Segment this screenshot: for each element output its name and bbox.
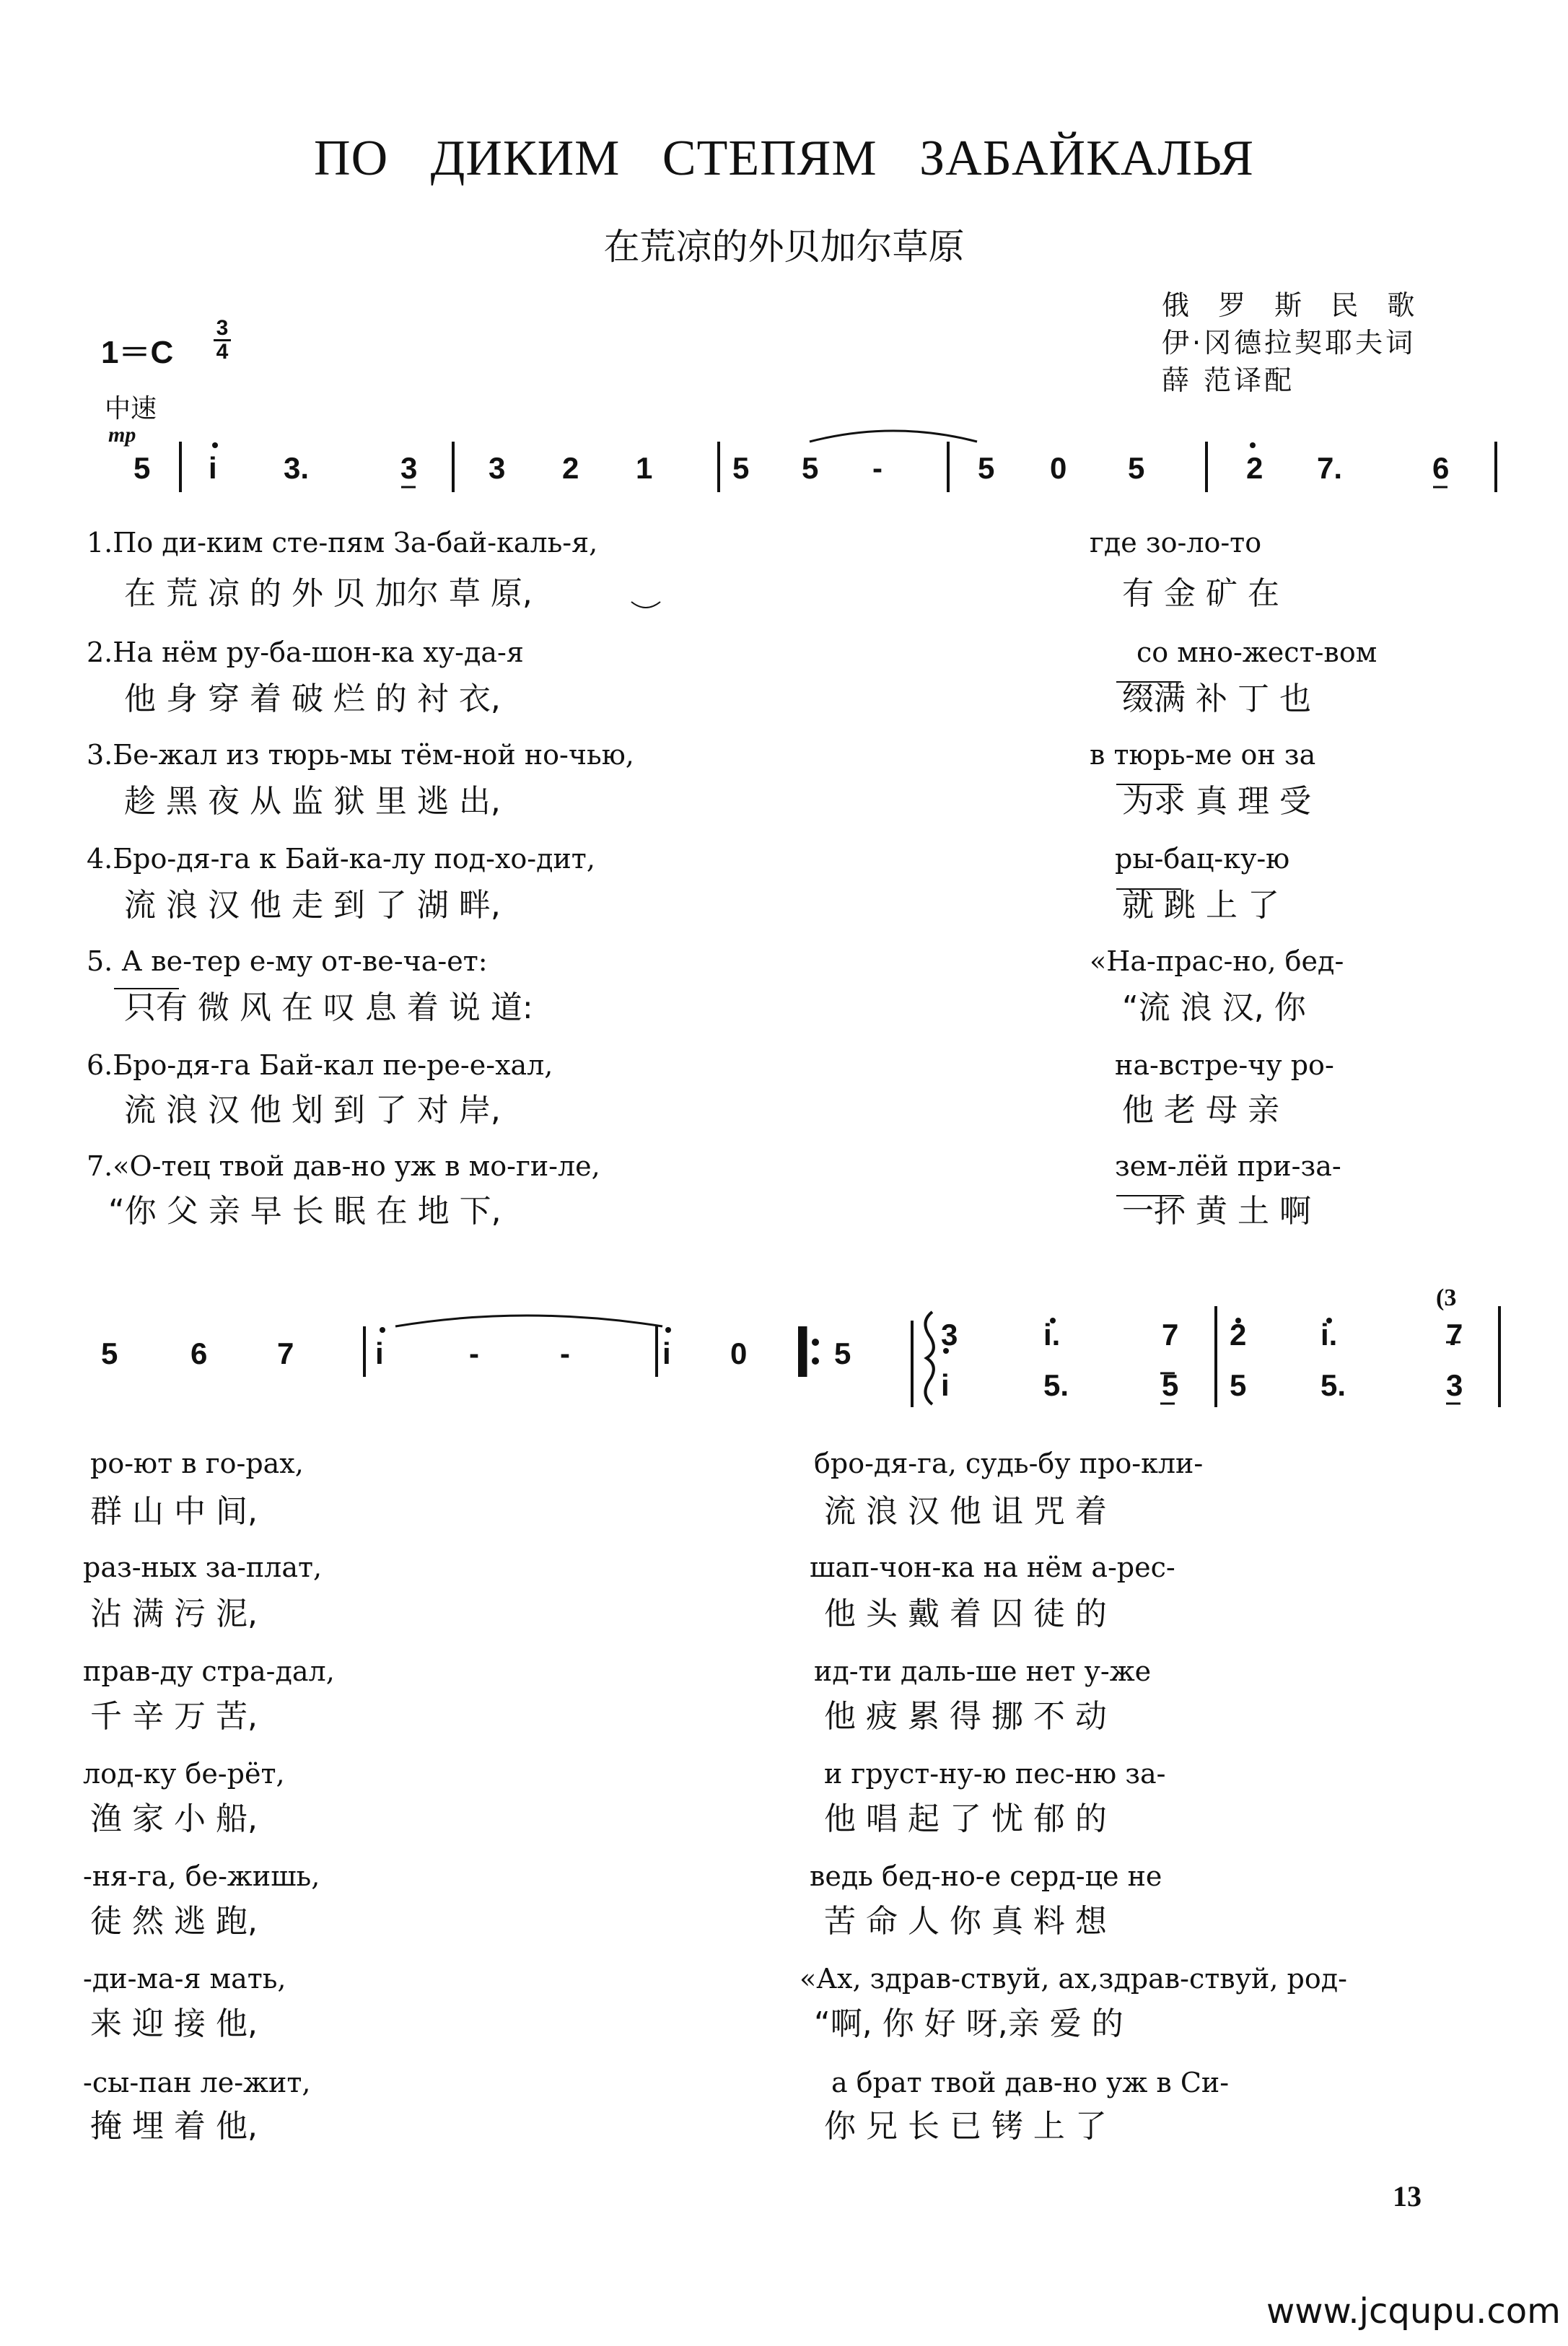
verse1-ru-b: где зо-ло-то bbox=[1090, 527, 1262, 559]
note: - bbox=[560, 1336, 570, 1370]
verse3-ru-a: 3.Бе-жал из тюрь-мы тём-ной но-чью, bbox=[87, 739, 634, 771]
verse2-zh-a: 他 身 穿 着 破 烂 的 衬 衣, bbox=[124, 680, 501, 717]
s2-verse5-zh-a: 徒 然 逃 跑, bbox=[90, 1903, 258, 1940]
s2-verse5-zh-b: 苦 命 人 你 真 料 想 bbox=[824, 1903, 1107, 1940]
note: 7 bbox=[1162, 1318, 1179, 1352]
s2-verse5-ru-a: -ня-га, бе-жишь, bbox=[83, 1860, 320, 1892]
verse4-zh-a: 流 浪 汉 他 走 到 了 湖 畔, bbox=[124, 887, 501, 924]
note: 6 bbox=[1432, 451, 1450, 485]
verse5-ru-a: 5. А ве-тер е-му от-ве-ча-ет: bbox=[87, 945, 488, 977]
note: 2 bbox=[1230, 1318, 1247, 1352]
dynamic-marking: mp bbox=[108, 423, 136, 447]
s2-verse2-ru-a: раз-ных за-плат, bbox=[83, 1551, 323, 1583]
note: 7. bbox=[1317, 451, 1343, 485]
s2-verse6-zh-a: 来 迎 接 他, bbox=[90, 2005, 258, 2042]
note: 7 bbox=[1446, 1318, 1463, 1352]
note: 6 bbox=[190, 1336, 208, 1370]
note: 2 bbox=[562, 451, 579, 485]
verse7-zh-b: 一抔 黄 土 啊 bbox=[1122, 1193, 1311, 1230]
verse5-ru-b: «На-прас-но, бед- bbox=[1090, 945, 1344, 977]
s2-verse7-ru-a: -сы-пан ле-жит, bbox=[83, 2067, 311, 2098]
s2-verse3-zh-b: 他 疲 累 得 挪 不 动 bbox=[824, 1698, 1107, 1735]
s2-verse3-zh-a: 千 辛 万 苦, bbox=[90, 1698, 258, 1735]
verse2-ru-a: 2.На нём ру-ба-шон-ка ху-да-я bbox=[87, 636, 524, 668]
note: 5. bbox=[1043, 1368, 1069, 1402]
s2-verse7-ru-b: а брат твой дав-но уж в Си- bbox=[831, 2067, 1230, 2098]
s2-verse1-ru-b: бро-дя-га, судь-бу про-кли- bbox=[814, 1448, 1204, 1479]
note: 3. bbox=[284, 451, 310, 485]
note: i bbox=[209, 451, 217, 485]
s2-verse3-ru-a: прав-ду стра-дал, bbox=[83, 1655, 335, 1687]
verse6-zh-a: 流 浪 汉 他 划 到 了 对 岸, bbox=[124, 1092, 501, 1129]
credit-origin: 俄 罗 斯 民 歌 bbox=[1162, 289, 1425, 321]
bracket-annotation: (3 bbox=[1436, 1284, 1457, 1311]
verse6-zh-b: 他 老 母 亲 bbox=[1122, 1092, 1279, 1129]
verse7-zh-a: “你 父 亲 早 长 眠 在 地 下, bbox=[108, 1193, 502, 1230]
verse5-zh-a: 只有 微 风 在 叹 息 着 说 道: bbox=[124, 989, 533, 1026]
credit-lyricist: 伊·冈德拉契耶夫词 bbox=[1162, 327, 1416, 359]
credit-translator: 薛 范译配 bbox=[1162, 364, 1295, 396]
verse7-ru-b: зем-лёй при-за- bbox=[1115, 1150, 1341, 1182]
s2-verse4-zh-a: 渔 家 小 船, bbox=[90, 1800, 258, 1837]
verse3-ru-b: в тюрь-ме он за bbox=[1090, 739, 1316, 771]
s2-verse5-ru-b: ведь бед-но-е серд-це не bbox=[810, 1860, 1162, 1892]
verse1-zh-b: 有 金 矿 在 bbox=[1122, 575, 1279, 612]
note: 0 bbox=[1050, 451, 1067, 485]
time-signature-top: 3 bbox=[216, 316, 229, 340]
verse1-ru-a: 1.По ди-ким сте-пям За-бай-каль-я, bbox=[87, 527, 598, 559]
s2-verse7-zh-b: 你 兄 长 已 铐 上 了 bbox=[824, 2108, 1107, 2145]
key-signature: 1＝C bbox=[101, 335, 174, 370]
s2-verse1-zh-b: 流 浪 汉 他 诅 咒 着 bbox=[824, 1493, 1107, 1530]
song-subtitle: 在荒凉的外贝加尔草原 bbox=[603, 226, 965, 268]
note: 3 bbox=[400, 451, 418, 485]
verse4-ru-a: 4.Бро-дя-га к Бай-ка-лу под-хо-дит, bbox=[87, 843, 595, 875]
note: 5 bbox=[834, 1336, 851, 1370]
verse2-zh-b: 缀满 补 丁 也 bbox=[1122, 680, 1311, 717]
note: 3 bbox=[1446, 1368, 1463, 1402]
note: 3 bbox=[941, 1318, 958, 1352]
verse6-ru-b: на-встре-чу ро- bbox=[1115, 1049, 1334, 1081]
s2-verse7-zh-a: 掩 埋 着 他, bbox=[90, 2108, 258, 2145]
note: i bbox=[375, 1336, 384, 1370]
s2-verse1-ru-a: ро-ют в го-рах, bbox=[90, 1448, 304, 1479]
s2-verse1-zh-a: 群 山 中 间, bbox=[90, 1493, 258, 1530]
song-title: ПО ДИКИМ СТЕПЯМ ЗАБАЙКАЛЬЯ bbox=[314, 131, 1254, 186]
verse1-zh-a: 在 荒 凉 的 外 贝 加尔 草 原, bbox=[124, 575, 533, 612]
note: 5 bbox=[732, 451, 750, 485]
note: 7 bbox=[277, 1336, 294, 1370]
note: 2 bbox=[1246, 451, 1263, 485]
note: 3 bbox=[489, 451, 506, 485]
s2-verse4-zh-b: 他 唱 起 了 忧 郁 的 bbox=[824, 1800, 1107, 1837]
time-signature-bottom: 4 bbox=[216, 340, 229, 364]
verse2-ru-b: со мно-жест-вом bbox=[1136, 636, 1378, 668]
s2-verse6-zh-b: “啊, 你 好 呀,亲 爱 的 bbox=[814, 2005, 1124, 2042]
verse4-zh-b: 就 跳 上 了 bbox=[1122, 887, 1279, 924]
note: i. bbox=[1320, 1318, 1338, 1352]
note: 5 bbox=[101, 1336, 118, 1370]
s2-verse2-ru-b: шап-чон-ка на нём а-рес- bbox=[810, 1551, 1175, 1583]
s2-verse4-ru-a: лод-ку бе-рёт, bbox=[83, 1758, 285, 1790]
note: 0 bbox=[730, 1336, 748, 1370]
page-number: 13 bbox=[1393, 2180, 1422, 2212]
tempo-marking: 中速 bbox=[105, 394, 157, 424]
s2-verse6-ru-a: -ди-ма-я мать, bbox=[83, 1963, 286, 1995]
note: 1 bbox=[636, 451, 653, 485]
s2-verse3-ru-b: ид-ти даль-ше нет у-же bbox=[814, 1655, 1152, 1687]
verse7-ru-a: 7.«О-тец твой дав-но уж в мо-ги-ле, bbox=[87, 1150, 600, 1182]
note: 5 bbox=[1128, 451, 1145, 485]
note: i bbox=[662, 1336, 671, 1370]
watermark: www.jcqupu.com bbox=[1266, 2291, 1561, 2332]
s2-verse2-zh-b: 他 头 戴 着 囚 徒 的 bbox=[824, 1596, 1107, 1632]
s2-verse4-ru-b: и груст-ну-ю пес-ню за- bbox=[824, 1758, 1166, 1790]
s2-verse6-ru-b: «Ах, здрав-ствуй, ах,здрав-ствуй, род- bbox=[800, 1963, 1347, 1995]
note: - bbox=[872, 451, 882, 485]
note: i. bbox=[1043, 1318, 1061, 1352]
note: 5 bbox=[1162, 1368, 1179, 1402]
note: 5 bbox=[802, 451, 819, 485]
note: 5 bbox=[1230, 1368, 1247, 1402]
note: 5 bbox=[133, 451, 151, 485]
verse5-zh-b: “流 浪 汉, 你 bbox=[1122, 989, 1306, 1026]
verse6-ru-a: 6.Бро-дя-га Бай-кал пе-ре-е-хал, bbox=[87, 1049, 553, 1081]
s2-verse2-zh-a: 沾 满 污 泥, bbox=[90, 1596, 258, 1632]
verse3-zh-b: 为求 真 理 受 bbox=[1122, 783, 1311, 820]
note: 5 bbox=[978, 451, 995, 485]
note: i bbox=[941, 1368, 950, 1402]
verse3-zh-a: 趁 黑 夜 从 监 狱 里 逃 出, bbox=[124, 783, 501, 820]
verse4-ru-b: ры-бац-ку-ю bbox=[1115, 843, 1290, 875]
note: 5. bbox=[1320, 1368, 1346, 1402]
note: - bbox=[469, 1336, 479, 1370]
